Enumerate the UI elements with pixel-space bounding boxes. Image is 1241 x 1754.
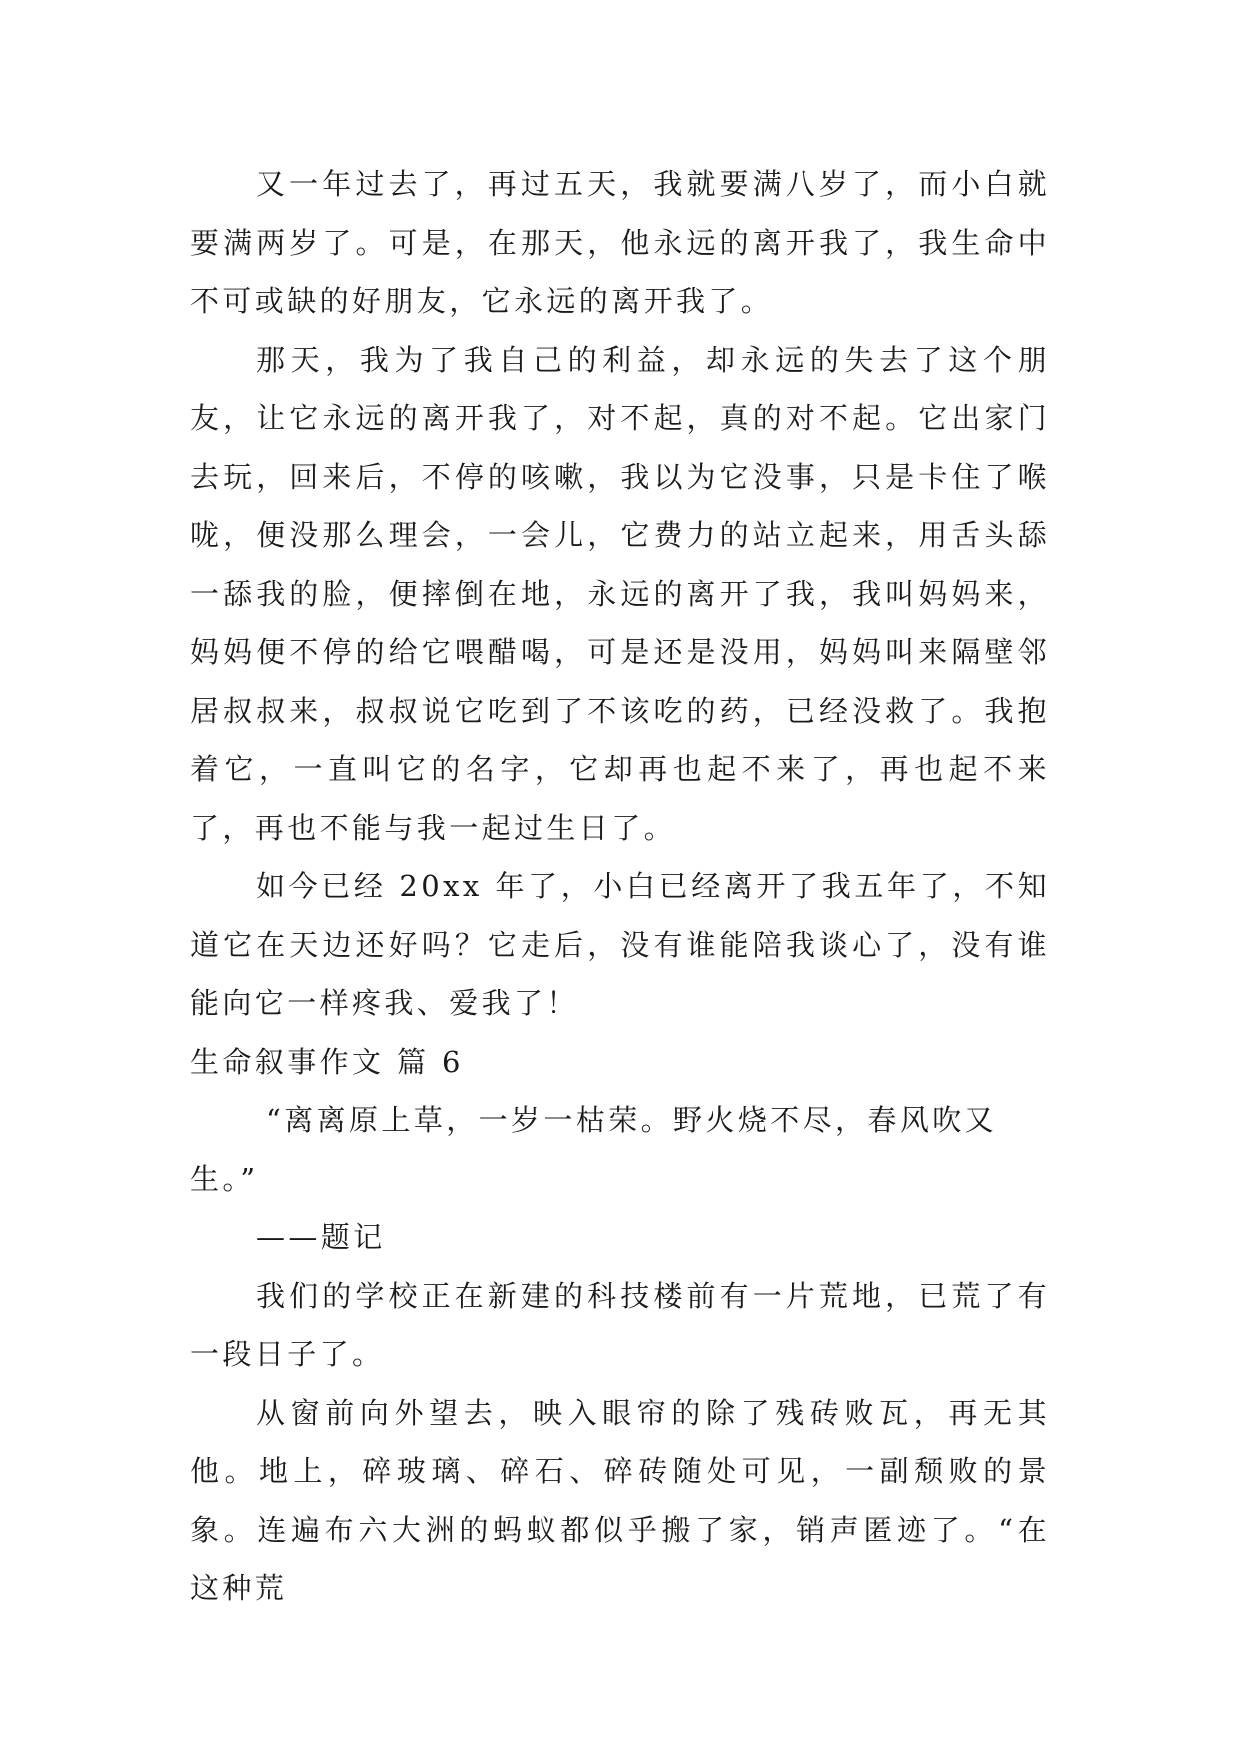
paragraph-3: 如今已经 20xx 年了，小白已经离开了我五年了，不知道它在天边还好吗？它走后，没有谁能陪我谈心了，没有谁能向它一样疼我、爱我了！ (190, 869, 1050, 1020)
document-page (190, 155, 1050, 1618)
epigraph-quote: “离离原上草，一岁一枯荣。野火烧不尽，春风吹又生。” (190, 1103, 998, 1196)
paragraph-2: 那天，我为了我自己的利益，却永远的失去了这个朋友，让它永远的离开我了，对不起，真的对不起。它出家门去玩，回来后，不停的咳嗽，我以为它没事，只是卡住了喉咙，便没那么理会，一会儿，它费力的站立起来，用舌头舔一舔我的脸，便摔倒在地，永远的离开了我，我叫妈妈来，妈妈便不停的给它喂醋喝，可是还是没用，妈妈叫来隔壁邻居叔叔来，叔叔说它吃到了不该吃的药，已经没救了。我抱着它，一直叫它的名字，它却再也起不来了，再也起不来了，再也不能与我一起过生日了。 (190, 342, 1050, 845)
paragraph-4: 我们的学校正在新建的科技楼前有一片荒地，已荒了有一段日子了。 (190, 1278, 1050, 1371)
paragraph-1: 又一年过去了，再过五天，我就要满八岁了，而小白就要满两岁了。可是，在那天，他永远的离开我了，我生命中不可或缺的好朋友，它永远的离开我了。 (190, 167, 1050, 318)
epigraph-source: ——题记 (256, 1220, 386, 1254)
paragraph-5: 从窗前向外望去，映入眼帘的除了残砖败瓦，再无其他。地上，碎玻璃、碎石、碎砖随处可见，一副颓败的景象。连遍布六大洲的蚂蚁都似乎搬了家，销声匿迹了。“在这种荒 (190, 1395, 1050, 1605)
section-heading: 生命叙事作文 篇 6 (190, 1044, 464, 1079)
